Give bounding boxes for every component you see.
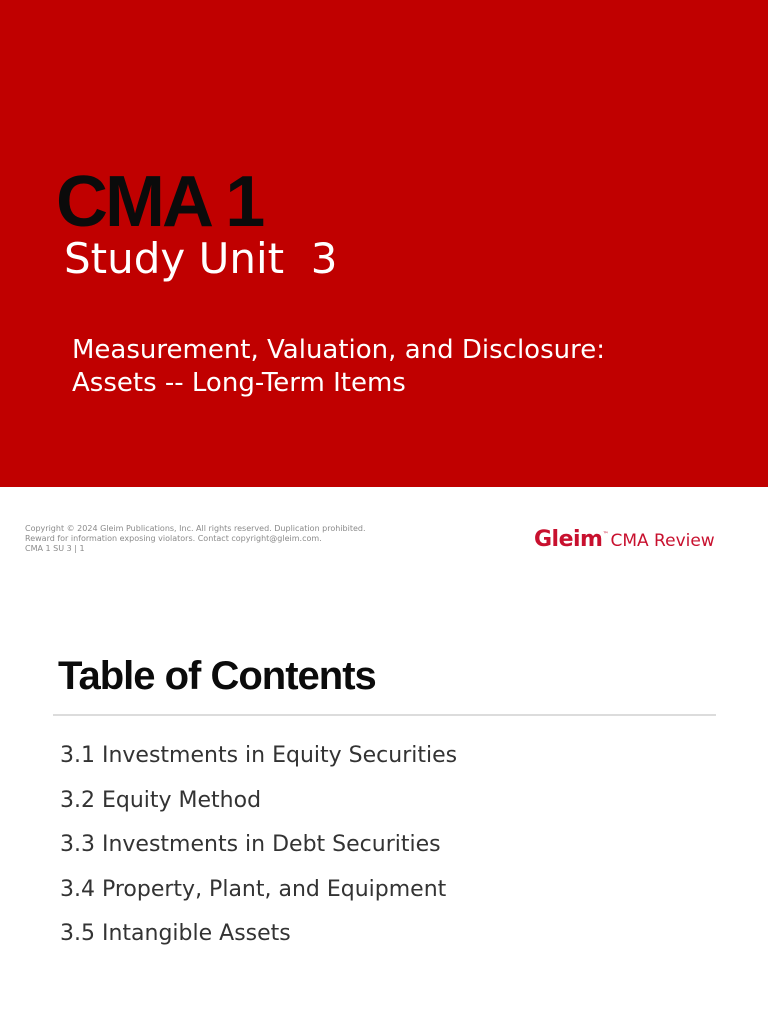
unit-subtitle [72, 334, 605, 400]
copyright-notice [25, 524, 366, 554]
toc-divider [53, 714, 716, 716]
unit-subtitle-line-1: Measurement, Valuation, and Disclosure: [72, 335, 605, 365]
toc-heading: Table of Contents [58, 654, 376, 698]
study-unit-label: Study Unit 3 [64, 234, 338, 283]
toc-item-3-5[interactable]: 3.5 Intangible Assets [60, 921, 291, 946]
toc-item-3-4[interactable]: 3.4 Property, Plant, and Equipment [60, 876, 447, 902]
toc-item-3-3[interactable]: 3.3 Investments in Debt Securities [60, 832, 441, 857]
page-reference: CMA 1 SU 3 | 1 [25, 544, 85, 553]
brand-product: CMA Review [610, 531, 715, 551]
course-title: CMA 1 [56, 162, 263, 242]
copyright-line-2: Reward for information exposing violators. Contact copyright@gleim.com. [25, 534, 322, 543]
toc-list [60, 738, 457, 961]
hero-banner [0, 0, 768, 487]
gleim-logo [534, 527, 715, 557]
copyright-line-1: Copyright © 2024 Gleim Publications, Inc. All rights reserved. Duplication prohibited. [25, 524, 366, 533]
trademark-symbol: ™ [602, 531, 609, 538]
toc-item-3-1[interactable]: 3.1 Investments in Equity Securities [60, 743, 458, 768]
brand-name: Gleim [534, 527, 603, 552]
toc-item-3-2[interactable]: 3.2 Equity Method [60, 787, 262, 813]
unit-subtitle-line-2: Assets -- Long-Term Items [72, 368, 406, 398]
